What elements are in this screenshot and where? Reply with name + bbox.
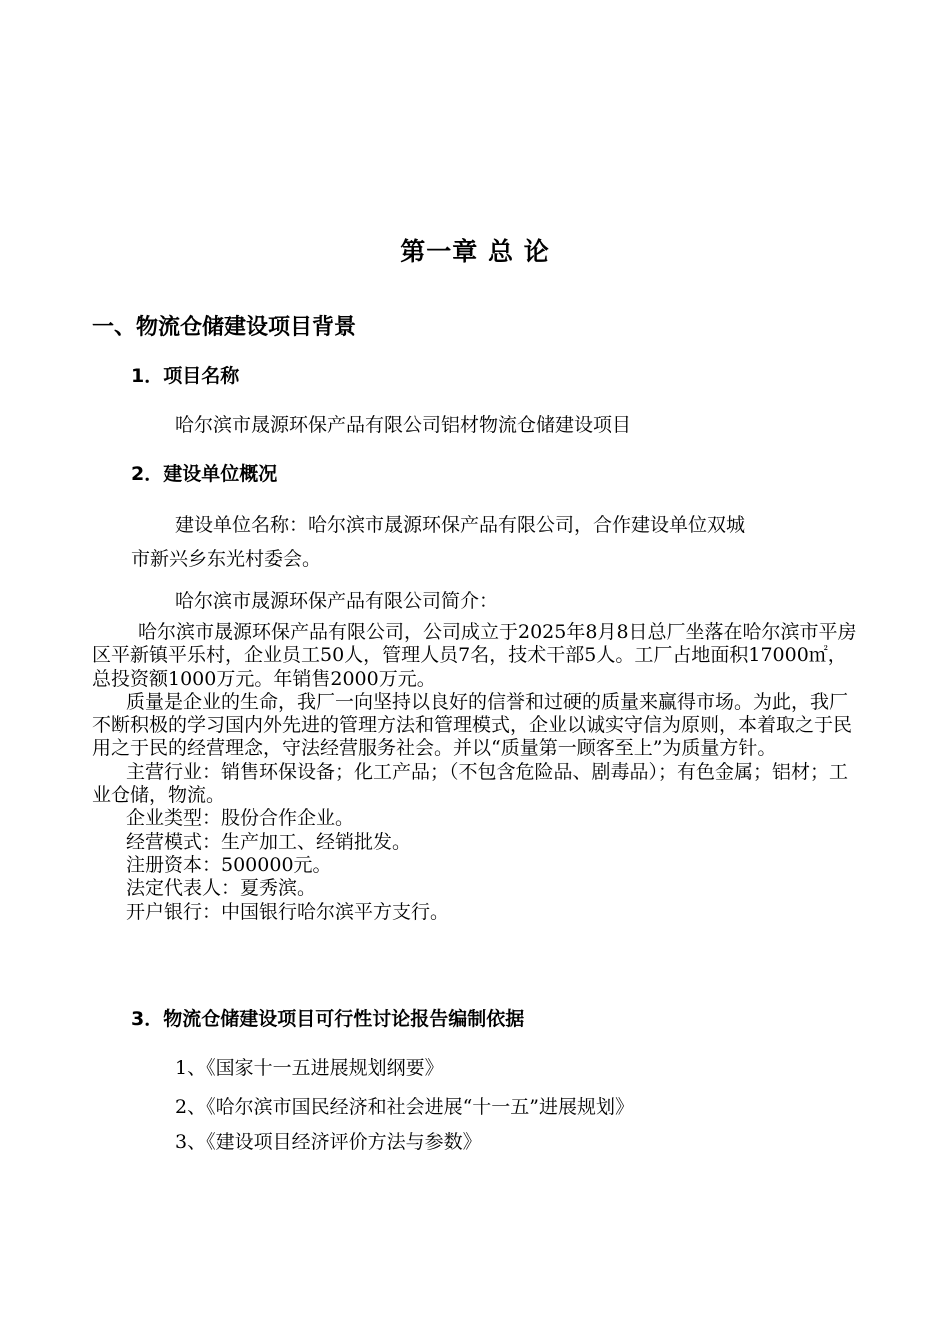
subsection-title-basis: 3．物流仓储建设项目可行性讨论报告编制依据 bbox=[131, 1008, 525, 1030]
intro-paragraph-quality: 质量是企业的生命，我厂一向坚持以良好的信誉和过硬的质量来赢得市场。为此，我厂不断积极的学习国内外先进的管理方法和管理模式，企业以诚实守信为原则，本着取之于民用之于民的经营理念，守法经营服务社会。并以“质量第一顾客至上”为质量方针。 bbox=[92, 690, 853, 760]
intro-paragraph-bank: 开户银行：中国银行哈尔滨平方支行。 bbox=[126, 900, 450, 923]
subsection-title-project-name: 1．项目名称 bbox=[131, 365, 240, 387]
intro-paragraph-main-business: 主营行业：销售环保设备；化工产品；（不包含危险品、剧毒品）；有色金属；铝材；工业仓储，物流。 bbox=[92, 760, 849, 807]
unit-name-line-1: 建设单位名称：哈尔滨市晟源环保产品有限公司，合作建设单位双城 bbox=[175, 514, 746, 536]
intro-paragraph-enterprise-type: 企业类型：股份合作企业。 bbox=[126, 807, 355, 830]
intro-paragraph-legal-representative: 法定代表人：夏秀滨。 bbox=[126, 877, 317, 900]
unit-name-line-2: 市新兴乡东光村委会。 bbox=[131, 548, 322, 570]
intro-paragraph-business-mode: 经营模式：生产加工、经销批发。 bbox=[126, 830, 412, 853]
section-title: 一、物流仓储建设项目背景 bbox=[92, 315, 357, 340]
reference-item: 3、《建设项目经济评价方法与参数》 bbox=[175, 1131, 482, 1153]
company-intro-body bbox=[92, 621, 860, 924]
intro-paragraph-overview: 哈尔滨市晟源环保产品有限公司，公司成立于2025年8月8日总厂坐落在哈尔滨市平房区平新镇平乐村，企业员工50人，管理人员7名，技术干部5人。工厂占地面积17000㎡，总投资额1000万元。年销售2000万元。 bbox=[92, 621, 857, 690]
subsection-title-unit-overview: 2．建设单位概况 bbox=[131, 463, 278, 485]
reference-item: 2、《哈尔滨市国民经济和社会进展“十一五”进展规划》 bbox=[175, 1096, 635, 1118]
project-name-text: 哈尔滨市晟源环保产品有限公司铝材物流仓储建设项目 bbox=[175, 414, 632, 436]
chapter-title: 第一章 总 论 bbox=[400, 237, 550, 266]
reference-item: 1、《国家十一五进展规划纲要》 bbox=[175, 1057, 444, 1079]
intro-paragraph-registered-capital: 注册资本：500000元。 bbox=[126, 853, 332, 876]
company-intro-heading: 哈尔滨市晟源环保产品有限公司简介： bbox=[175, 590, 499, 612]
